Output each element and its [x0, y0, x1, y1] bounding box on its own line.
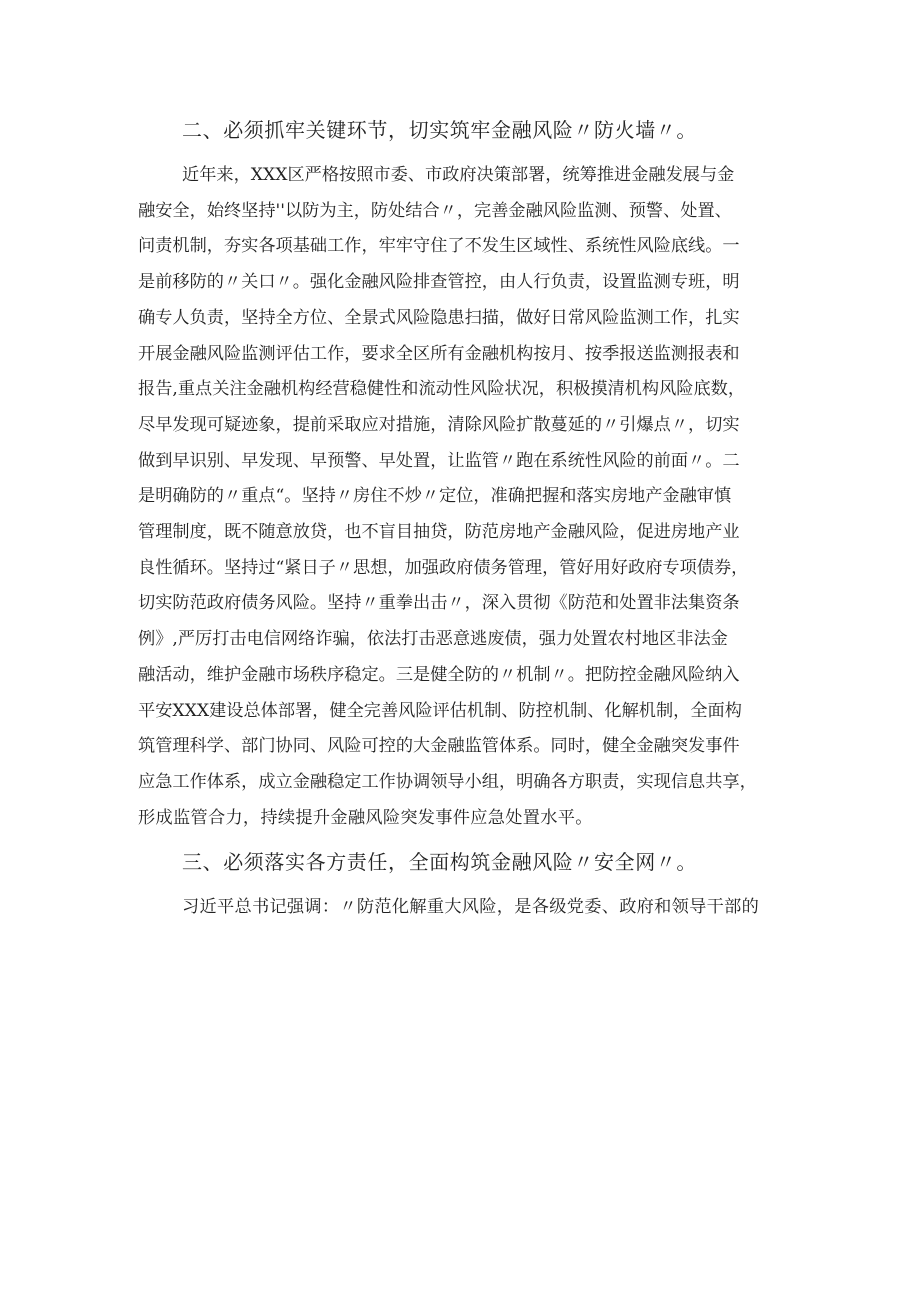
- paragraph-responsibility: [138, 890, 790, 926]
- paragraph-line: 融安全，始终坚持''以防为主，防处结合〃，完善金融风险监测、预警、处置、: [138, 200, 732, 221]
- spacer: [138, 148, 790, 158]
- paragraph-line: 筑管理科学、部门协同、风险可控的大金融监管体系。同时，健全金融突发事件: [138, 736, 740, 757]
- paragraph-line: 平安XXX建设总体部署，健全完善风险评估机制、防控机制、化解机制，全面构: [138, 700, 742, 721]
- paragraph-line: 应急工作体系，成立金融稳定工作协调领导小组，明确各方职责，实现信息共享，: [138, 771, 757, 792]
- paragraph-line: 是前移防的〃关口〃。强化金融风险排查管控，由人行负责，设置监测专班，明: [138, 272, 740, 293]
- paragraph-line: 融活动，维护金融市场秩序稳定。三是健全防的〃机制〃。把防控金融风险纳入: [138, 664, 740, 685]
- paragraph-line: 管理制度，既不随意放贷，也不盲目抽贷，防范房地产金融风险，促进房地产业: [138, 522, 740, 543]
- section-heading-3: 三、必须落实各方责任，全面构筑金融风险〃安全网〃。: [182, 850, 697, 875]
- section-heading-2: 二、必须抓牢关键环节，切实筑牢金融风险〃防火墙〃。: [182, 118, 697, 142]
- paragraph-line: 尽早发现可疑迹象，提前采取应对措施，清除风险扩散蔓延的〃引爆点〃，切实: [138, 414, 740, 435]
- paragraph-line: 近年来，XXX区严格按照市委、市政府决策部署，统筹推进金融发展与金: [182, 165, 735, 185]
- document-body: [138, 112, 790, 926]
- paragraph-line: 切实防范政府债务风险。坚持〃重拳出击〃，深入贯彻《防范和处置非法集资条: [138, 593, 740, 614]
- paragraph-line: 确专人负责，坚持全方位、全景式风险隐患扫描，做好日常风险监测工作，扎实: [138, 307, 740, 328]
- paragraph-line: 报告,重点关注金融机构经营稳健性和流动性风险状况，积极摸清机构风险底数，: [138, 379, 746, 400]
- paragraph-line: 做到早识别、早发现、早预警、早处置，让监管〃跑在系统性风险的前面〃。二: [138, 450, 740, 471]
- paragraph-line: 良性循环。坚持过“紧日子〃思想，加强政府债务管理，管好用好政府专项债券，: [138, 557, 749, 578]
- paragraph-risk-prevention: [138, 158, 790, 836]
- paragraph-line: 开展金融风险监测评估工作，要求全区所有金融机构按月、按季报送监测报表和: [138, 343, 740, 364]
- paragraph-line: 形成监管合力，持续提升金融风险突发事件应急处置水平。: [138, 807, 593, 828]
- spacer: [138, 880, 790, 890]
- paragraph-line: 习近平总书记强调：〃防范化解重大风险，是各级党委、政府和领导干部的: [182, 897, 760, 918]
- paragraph-line: 是明确防的〃重点“。坚持〃房住不炒〃定位，准确把握和落实房地产金融审慎: [138, 486, 732, 507]
- paragraph-line: 例》,严厉打击电信网络诈骗，依法打击恶意逃废债，强力处置农村地区非法金: [138, 629, 728, 650]
- paragraph-line: 问责机制，夯实各项基础工作，牢牢守住了不发生区域性、系统性风险底线。一: [138, 236, 740, 257]
- spacer: [138, 836, 790, 844]
